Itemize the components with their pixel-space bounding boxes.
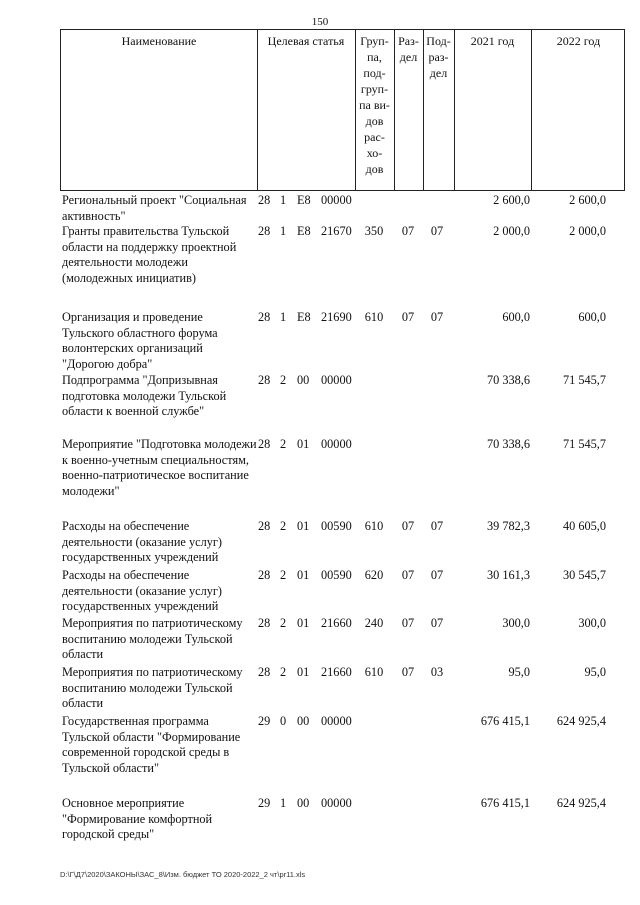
cell-razd: 07 [401,519,415,533]
cell-c2: 0 [280,714,287,728]
cell-y22: 624 925,4 [556,796,606,810]
cell-c4: 00000 [321,437,352,451]
cell-c3: E8 [297,193,311,207]
cell-c4: 00590 [321,519,352,533]
cell-y21: 600,0 [502,310,530,324]
cell-c4: 00000 [321,193,352,207]
cell-c3: E8 [297,224,311,238]
cell-grp: 610 [364,519,384,533]
cell-grp: 610 [364,665,384,679]
cell-name: Региональный проект "Социальная активность" [62,193,247,223]
cell-c1: 28 [258,568,271,582]
cell-name: Расходы на обеспечение деятельности (оказание услуг) государственных учреждений [62,519,222,565]
cell-y21: 39 782,3 [486,519,530,533]
cell-c3: 01 [297,665,310,679]
cell-razd: 07 [401,665,415,679]
cell-c4: 00000 [321,373,352,387]
cell-y22: 95,0 [584,665,606,679]
cell-name: Мероприятие "Подготовка молодежи к военно-учетным специальностям, военно-патриотическое воспитание молодежи" [62,437,257,498]
cell-c3: 01 [297,437,310,451]
cell-c1: 28 [258,373,271,387]
cell-c3: 00 [297,714,310,728]
cell-c2: 2 [280,665,287,679]
cell-c2: 1 [280,796,287,810]
cell-y21: 70 338,6 [486,437,530,451]
cell-c1: 28 [258,519,271,533]
cell-c4: 21690 [321,310,352,324]
header-subsection: Под- раз- дел [426,34,451,80]
cell-razd: 07 [401,616,415,630]
cell-c3: 00 [297,796,310,810]
cell-c4: 00000 [321,796,352,810]
table-header [60,29,625,191]
cell-c1: 28 [258,310,271,324]
cell-y22: 2 000,0 [569,224,606,238]
cell-c1: 29 [258,796,271,810]
cell-c3: 01 [297,568,310,582]
cell-y21: 2 000,0 [493,224,530,238]
cell-c4: 21660 [321,665,352,679]
cell-y21: 676 415,1 [480,796,530,810]
cell-name: Организация и проведение Тульского областного форума волонтерских организаций "Дорогою добра" [62,310,218,371]
cell-c2: 2 [280,616,287,630]
cell-c2: 1 [280,224,287,238]
cell-c1: 28 [258,193,271,207]
cell-grp: 350 [364,224,384,238]
cell-name: Мероприятия по патриотическому воспитанию молодежи Тульской области [62,665,243,711]
header-divider [257,30,258,190]
header-name: Наименование [121,34,197,48]
cell-y21: 300,0 [502,616,530,630]
cell-y21: 95,0 [508,665,530,679]
cell-y22: 71 545,7 [562,373,606,387]
cell-pod: 07 [430,568,444,582]
cell-c2: 2 [280,437,287,451]
cell-c1: 28 [258,616,271,630]
cell-y22: 624 925,4 [556,714,606,728]
cell-grp: 620 [364,568,384,582]
cell-name: Гранты правительства Тульской области на поддержку проектной деятельности молодежи (молодежных инициатив) [62,224,237,285]
cell-razd: 07 [401,568,415,582]
header-target-article: Целевая статья [267,34,345,48]
cell-y22: 71 545,7 [562,437,606,451]
file-path-footer: D:\Г\Д7\2020\ЗАКОНЫ\ЗАС_8\Изм. бюджет ТО 2020-2022_2 чт\pr11.xls [60,870,306,879]
cell-c4: 00590 [321,568,352,582]
cell-name: Государственная программа Тульской области "Формирование современной городской среды в Тульской области" [62,714,241,775]
cell-name: Мероприятия по патриотическому воспитанию молодежи Тульской области [62,616,243,662]
cell-y21: 2 600,0 [493,193,530,207]
cell-y22: 300,0 [578,616,606,630]
cell-pod: 07 [430,616,444,630]
cell-c1: 29 [258,714,271,728]
cell-c1: 28 [258,224,271,238]
cell-y21: 676 415,1 [480,714,530,728]
header-year-2022: 2022 год [556,34,601,48]
page-number: 150 [311,16,329,28]
cell-c2: 2 [280,373,287,387]
cell-name: Расходы на обеспечение деятельности (оказание услуг) государственных учреждений [62,568,222,614]
cell-c2: 1 [280,193,287,207]
cell-c2: 1 [280,310,287,324]
cell-y22: 30 545,7 [562,568,606,582]
cell-y21: 70 338,6 [486,373,530,387]
cell-y22: 600,0 [578,310,606,324]
cell-y21: 30 161,3 [486,568,530,582]
cell-c4: 21660 [321,616,352,630]
header-year-2021: 2021 год [470,34,515,48]
header-group: Груп- па, под- груп- па ви- дов рас- хо- дов [359,34,390,176]
header-section: Раз- дел [398,34,419,64]
cell-c3: 00 [297,373,310,387]
cell-pod: 07 [430,224,444,238]
cell-c1: 28 [258,437,271,451]
cell-c3: 01 [297,519,310,533]
cell-c2: 2 [280,568,287,582]
header-divider [454,30,455,190]
cell-c4: 00000 [321,714,352,728]
cell-c2: 2 [280,519,287,533]
cell-pod: 07 [430,310,444,324]
cell-name: Подпрограмма "Допризывная подготовка молодежи Тульской области к военной службе" [62,373,227,419]
cell-c3: E8 [297,310,311,324]
cell-c3: 01 [297,616,310,630]
cell-y22: 40 605,0 [562,519,606,533]
cell-y22: 2 600,0 [569,193,606,207]
cell-pod: 03 [430,665,444,679]
cell-razd: 07 [401,310,415,324]
header-divider [531,30,532,190]
cell-grp: 240 [364,616,384,630]
cell-razd: 07 [401,224,415,238]
cell-grp: 610 [364,310,384,324]
cell-name: Основное мероприятие "Формирование комфортной городской среды" [62,796,213,842]
cell-c1: 28 [258,665,271,679]
cell-c4: 21670 [321,224,352,238]
cell-pod: 07 [430,519,444,533]
